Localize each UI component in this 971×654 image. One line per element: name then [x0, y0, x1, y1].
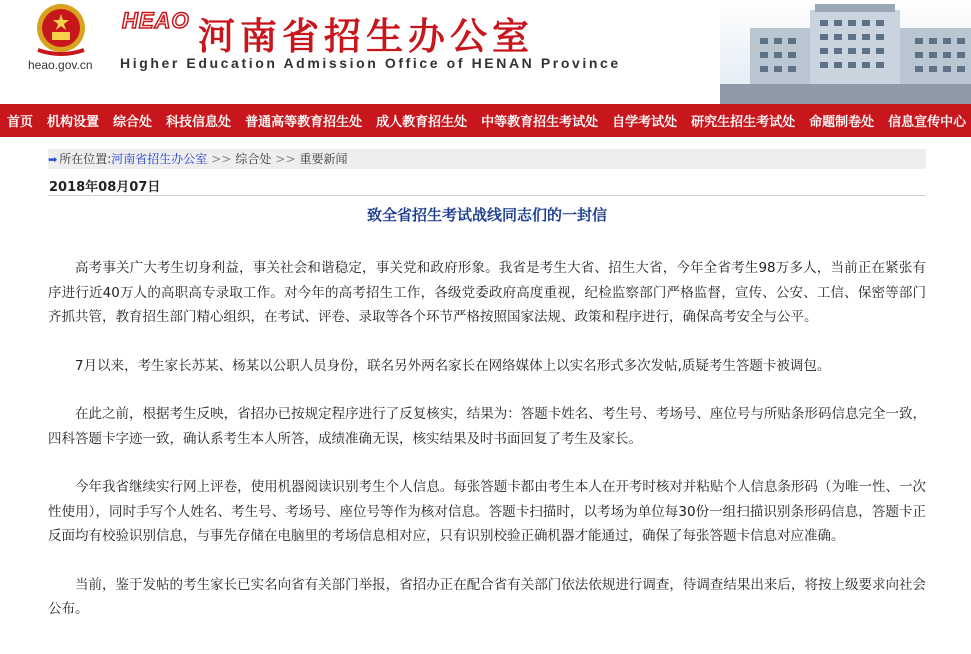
publish-date: 2018年08月07日	[49, 180, 161, 195]
arrow-right-icon: ➡	[48, 153, 58, 166]
nav-item-adult-ed[interactable]: 成人教育招生处	[376, 115, 468, 130]
breadcrumb-prefix: 所在位置:	[59, 152, 112, 166]
nav-item-secondary-ed[interactable]: 中等教育招生考试处	[481, 115, 599, 130]
article-paragraph: 高考事关广大考生切身利益，事关社会和谐稳定，事关党和政府形象。我省是考生大省、招生大省，今年全省考生98万多人，当前正在紧张有序进行近40万人的高职高专录取工作。对今年的高考招生工作，各级党委政府高度重视，纪检监察部门严格监督，宣传、公安、工信、保密等部门齐抓共管，教育招生部门精心组织，在考试、评卷、录取等各个环节严格按照国家法规、政策和程序进行，确保高考安全与公平。	[48, 260, 926, 325]
nav-item-exam-paper[interactable]: 命题制卷处	[809, 115, 875, 130]
article-paragraph: 当前，鉴于发帖的考生家长已实名向省有关部门举报，省招办正在配合省有关部门依法依规进行调查，待调查结果出来后，将按上级要求向社会公布。	[48, 576, 926, 617]
nav-item-higher-ed[interactable]: 普通高等教育招生处	[245, 115, 363, 130]
site-header	[0, 0, 971, 104]
article-paragraph: 7月以来，考生家长苏某、杨某以公职人员身份，联名另外两名家长在网络媒体上以实名形式多次发帖,质疑考生答题卡被调包。	[75, 357, 831, 374]
site-title: 河南省招生办公室	[198, 14, 534, 58]
nav-item-home[interactable]: 首页	[7, 115, 34, 130]
national-emblem-icon	[28, 2, 94, 58]
breadcrumb-separator: >>	[211, 152, 232, 166]
breadcrumb-home-link[interactable]: 河南省招生办公室	[111, 152, 208, 166]
main-nav	[0, 104, 971, 137]
article-paragraph: 今年我省继续实行网上评卷，使用机器阅读识别考生个人信息。每张答题卡都由考生本人在开考时核对并粘贴个人信息条形码（为唯一性、一次性使用），同时手写个人姓名、考生号、考场号、座位号等作为核对信息。答题卡扫描时，以考场为单位每30份一组扫描识别条形码信息，答题卡正反面均有校验识别信息，与事先存储在电脑里的考场信息相对应，只有识别校验正确机器才能通过，确保了每张答题卡信息对应准确。	[48, 479, 926, 544]
breadcrumb-current[interactable]: 重要新闻	[299, 152, 348, 166]
article-body	[48, 256, 926, 646]
article-paragraph: 在此之前，根据考生反映，省招办已按规定程序进行了反复核实，结果为：答题卡姓名、考生号、考场号、座位号与所贴条形码信息完全一致，四科答题卡字迹一致，确认系考生本人所答，成绩准确无误，核实结果及时书面回复了考生及家长。	[48, 406, 926, 447]
divider	[48, 195, 926, 196]
office-building-photo	[720, 0, 971, 104]
breadcrumb	[48, 149, 926, 169]
nav-item-self-study[interactable]: 自学考试处	[612, 115, 678, 130]
site-abbr-logo: HEAO	[122, 8, 190, 33]
nav-item-general-office[interactable]: 综合处	[113, 115, 153, 130]
site-subtitle: Higher Education Admission Office of HENAN Province	[120, 55, 621, 71]
nav-item-info-center[interactable]: 信息宣传中心	[888, 115, 967, 130]
nav-item-organization[interactable]: 机构设置	[47, 115, 100, 130]
nav-item-postgraduate[interactable]: 研究生招生考试处	[691, 115, 796, 130]
breadcrumb-section-link[interactable]: 综合处	[235, 152, 272, 166]
breadcrumb-separator: >>	[275, 152, 296, 166]
site-domain: heao.gov.cn	[28, 58, 93, 72]
article-title: 致全省招生考试战线同志们的一封信	[366, 206, 607, 224]
nav-item-tech-info[interactable]: 科技信息处	[166, 115, 232, 130]
